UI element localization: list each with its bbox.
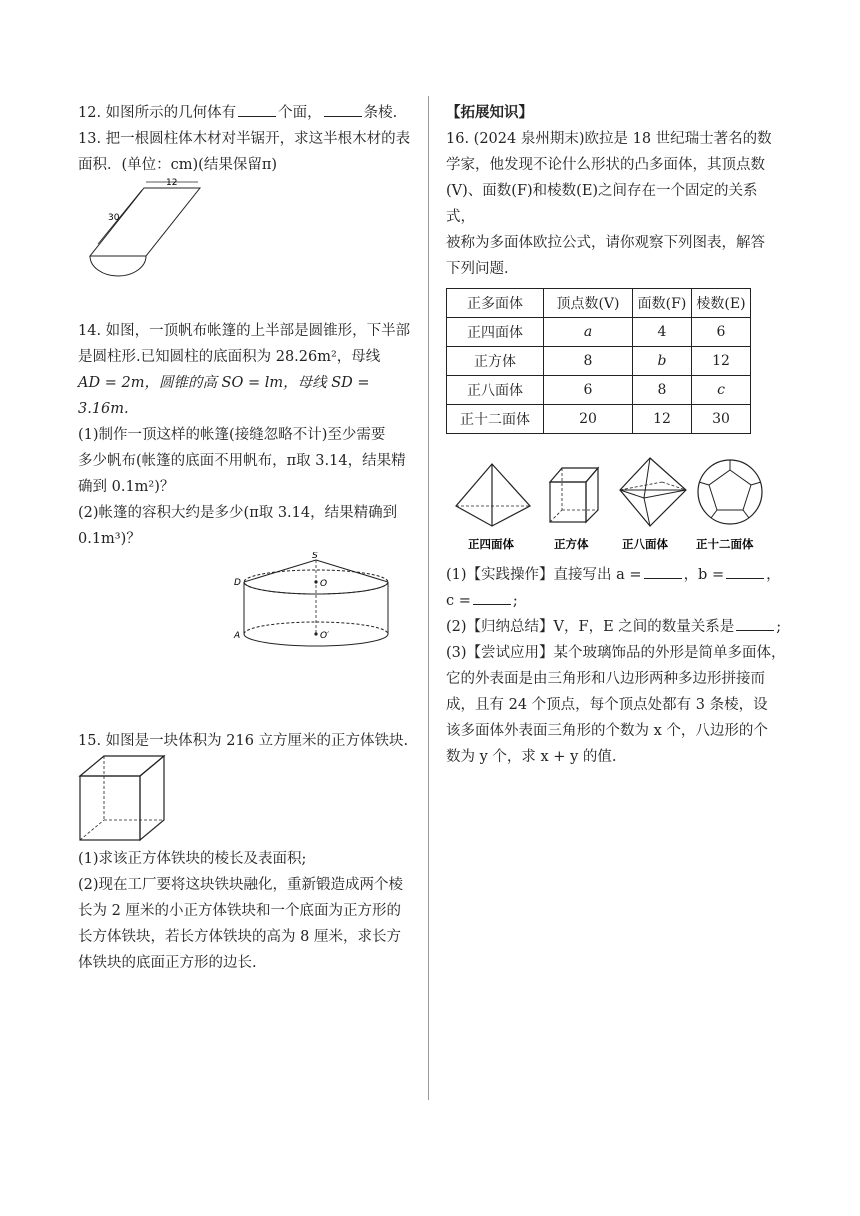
answer-blank[interactable] bbox=[324, 115, 362, 117]
q15-line5: 长方体铁块，若长方体铁块的高为 8 厘米，求长方 bbox=[78, 929, 401, 945]
q16-line1: 16. (2024 泉州期末)欧拉是 18 世纪瑞士著名的数 bbox=[446, 131, 772, 147]
table-cell: 12 bbox=[692, 347, 751, 376]
part1-text-d: c = bbox=[446, 593, 471, 609]
table-cell: 8 bbox=[633, 376, 692, 405]
q16-line2: 学家，他发现不论什么形状的凸多面体，其顶点数 bbox=[446, 157, 765, 173]
answer-blank-a[interactable] bbox=[644, 577, 682, 579]
shape-label-octahedron: 正八面体 bbox=[622, 537, 668, 551]
polyhedron-table bbox=[446, 288, 751, 434]
cube-figure bbox=[78, 754, 178, 846]
tent-label-d: D bbox=[234, 578, 241, 588]
table-cell: a bbox=[544, 318, 633, 347]
tent-label-s: S bbox=[312, 552, 318, 561]
q15-line2: (1)求该正方体铁块的棱长及表面积; bbox=[78, 851, 307, 867]
part2-end: ; bbox=[776, 619, 782, 635]
table-cell: 正四面体 bbox=[447, 318, 544, 347]
table-row bbox=[447, 347, 751, 376]
q14-line4: (1)制作一顶这样的帐篷(接缝忽略不计)至少需要 bbox=[78, 427, 386, 443]
q16-part3-line5: 数为 y 个，求 x + y 的值. bbox=[446, 749, 617, 765]
table-header-row bbox=[447, 289, 751, 318]
tent-label-o-prime: O′ bbox=[320, 631, 330, 641]
fig-label-12: 12 bbox=[166, 178, 178, 188]
shape-label-tetrahedron: 正四面体 bbox=[468, 537, 514, 551]
table-cell: 6 bbox=[692, 318, 751, 347]
answer-blank-c[interactable] bbox=[473, 603, 511, 605]
q16-part3-line4: 该多面体外表面三角形的个数为 x 个，八边形的个 bbox=[446, 723, 768, 739]
q16-part1 bbox=[446, 562, 786, 588]
q14-line5: 多少帆布(帐篷的底面不用帆布，π取 3.14，结果精 bbox=[78, 453, 406, 469]
table-header: 面数(F) bbox=[633, 289, 692, 318]
table-cell: c bbox=[692, 376, 751, 405]
table-cell: 12 bbox=[633, 405, 692, 434]
table-cell: 6 bbox=[544, 376, 633, 405]
table-cell: 正八面体 bbox=[447, 376, 544, 405]
section-heading: 【拓展知识】 bbox=[446, 104, 533, 121]
q16-part3-line2: 它的外表面是由三角形和八边形两种多边形拼接而 bbox=[446, 671, 765, 687]
q15-line3: (2)现在工厂要将这块铁块融化，重新锻造成两个棱 bbox=[78, 877, 404, 893]
q14-line8: 0.1m³)？ bbox=[78, 531, 141, 547]
q15-line1: 15. 如图是一块体积为 216 立方厘米的正方体铁块. bbox=[78, 733, 409, 749]
q14-line3: AD = 2m，圆锥的高 SO = lm，母线 SD = 3.16m. bbox=[78, 375, 370, 417]
table-header: 顶点数(V) bbox=[544, 289, 633, 318]
part2-text: (2)【归纳总结】V，F，E 之间的数量关系是 bbox=[446, 619, 735, 635]
table-row bbox=[447, 405, 751, 434]
q14-line6: 确到 0.1m²)？ bbox=[78, 479, 175, 495]
q13-line2: 面积．(单位：cm)(结果保留π) bbox=[78, 157, 278, 173]
table-cell: b bbox=[633, 347, 692, 376]
right-column bbox=[446, 100, 786, 770]
q14-line7: (2)帐篷的容积大约是多少(π取 3.14，结果精确到 bbox=[78, 505, 398, 521]
q13-line1: 13. 把一根圆柱体木材对半锯开，求这半根木材的表 bbox=[78, 131, 411, 147]
q12-text-b: 个面， bbox=[278, 105, 322, 121]
part1-text-b: ，b = bbox=[683, 567, 725, 583]
table-header: 正多面体 bbox=[447, 289, 544, 318]
shape-label-dodecahedron: 正十二面体 bbox=[696, 537, 754, 551]
q16-line3: (V)、面数(F)和棱数(E)之间存在一个固定的关系式， bbox=[446, 183, 758, 225]
q16-line5: 下列问题． bbox=[446, 261, 519, 277]
tent-figure bbox=[78, 552, 418, 652]
part1-text: (1)【实践操作】直接写出 a = bbox=[446, 567, 642, 583]
polyhedra-figure bbox=[446, 456, 786, 556]
q14-line2: 是圆柱形.已知圆柱的底面积为 28.26m²，母线 bbox=[78, 349, 381, 365]
q14-line1: 14. 如图，一顶帆布帐篷的上半部是圆锥形，下半部 bbox=[78, 323, 411, 339]
half-cylinder-figure bbox=[82, 178, 202, 288]
tent-label-o: O bbox=[320, 579, 328, 589]
q12-text: 12. 如图所示的几何体有 bbox=[78, 105, 237, 121]
q12-text-c: 条棱. bbox=[363, 105, 398, 121]
part1-text-e: ; bbox=[512, 593, 518, 609]
table-cell: 8 bbox=[544, 347, 633, 376]
table-cell: 正方体 bbox=[447, 347, 544, 376]
left-column bbox=[78, 100, 418, 976]
fig-label-30: 30 bbox=[108, 213, 120, 223]
q16-part3-line3: 成，且有 24 个顶点，每个顶点处都有 3 条棱，设 bbox=[446, 697, 768, 713]
shape-label-cube: 正方体 bbox=[554, 537, 589, 551]
table-row bbox=[447, 318, 751, 347]
table-cell: 30 bbox=[692, 405, 751, 434]
table-cell: 4 bbox=[633, 318, 692, 347]
q16-part3-line1: (3)【尝试应用】某个玻璃饰品的外形是简单多面体， bbox=[446, 645, 786, 661]
tent-label-a: A bbox=[234, 631, 241, 641]
answer-blank[interactable] bbox=[238, 115, 276, 117]
q16-part2 bbox=[446, 614, 786, 640]
table-header: 棱数(E) bbox=[692, 289, 751, 318]
table-cell: 20 bbox=[544, 405, 633, 434]
answer-blank-b[interactable] bbox=[726, 577, 764, 579]
column-divider bbox=[428, 96, 429, 1100]
question-12 bbox=[78, 100, 418, 126]
table-cell: 正十二面体 bbox=[447, 405, 544, 434]
q16-line4: 被称为多面体欧拉公式，请你观察下列图表，解答 bbox=[446, 235, 765, 251]
table-row bbox=[447, 376, 751, 405]
q16-part1-cont bbox=[446, 588, 786, 614]
part1-text-c: ， bbox=[766, 567, 781, 583]
q15-line6: 体铁块的底面正方形的边长. bbox=[78, 955, 257, 971]
answer-blank-relation[interactable] bbox=[736, 629, 774, 631]
q15-line4: 长为 2 厘米的小正方体铁块和一个底面为正方形的 bbox=[78, 903, 401, 919]
